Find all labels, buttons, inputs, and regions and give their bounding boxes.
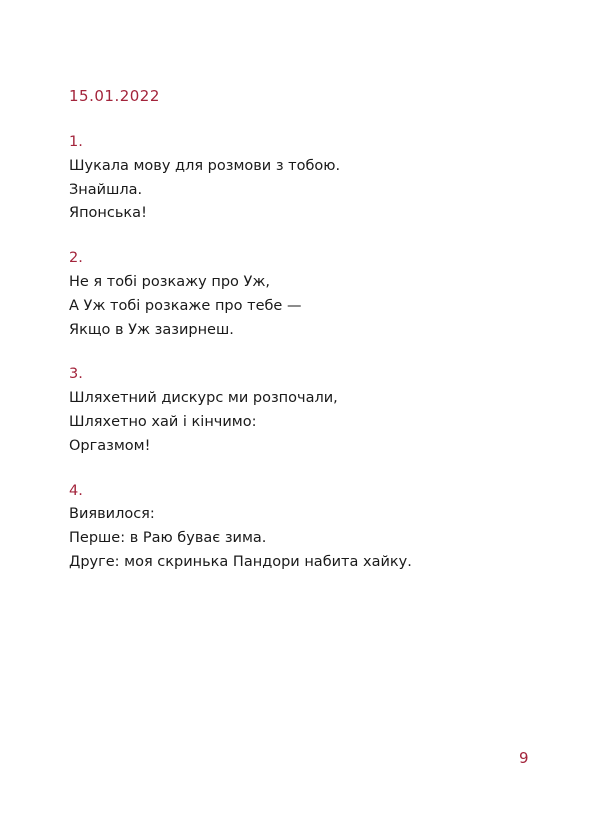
poem-number: 2. — [69, 250, 83, 267]
poem — [69, 363, 412, 458]
poem-number: 1. — [69, 134, 83, 150]
poem-line: Оргазмом! — [69, 437, 151, 454]
poem-line: Японська! — [69, 205, 147, 222]
poem-line: Шукала мову для розмови з тобою. — [69, 157, 341, 174]
poem-line: Друге: моя скринька Пандори набита хайку. — [69, 553, 412, 570]
poem-line: А Уж тобі розкаже про тебе — — [69, 297, 302, 314]
poem-line: Виявилося: — [69, 506, 155, 523]
poem-line: Перше: в Раю буває зима. — [69, 530, 267, 547]
poem-line: Якщо в Уж зазирнеш. — [69, 321, 234, 338]
page-number: 9 — [519, 749, 529, 767]
poem-line: Шляхетний дискурс ми розпочали, — [69, 390, 338, 407]
poem-line: Шляхетно хай і кінчимо: — [69, 413, 257, 430]
poem — [69, 131, 412, 226]
poem — [69, 480, 412, 575]
poem-number: 3. — [69, 366, 83, 383]
entry-date: 15.01.2022 — [69, 87, 160, 105]
poem-line: Не я тобі розкажу про Уж, — [69, 273, 271, 290]
poem-line: Знайшла. — [69, 181, 143, 198]
poem — [69, 247, 412, 342]
poem-number: 4. — [69, 482, 83, 499]
poem-list — [69, 131, 412, 596]
